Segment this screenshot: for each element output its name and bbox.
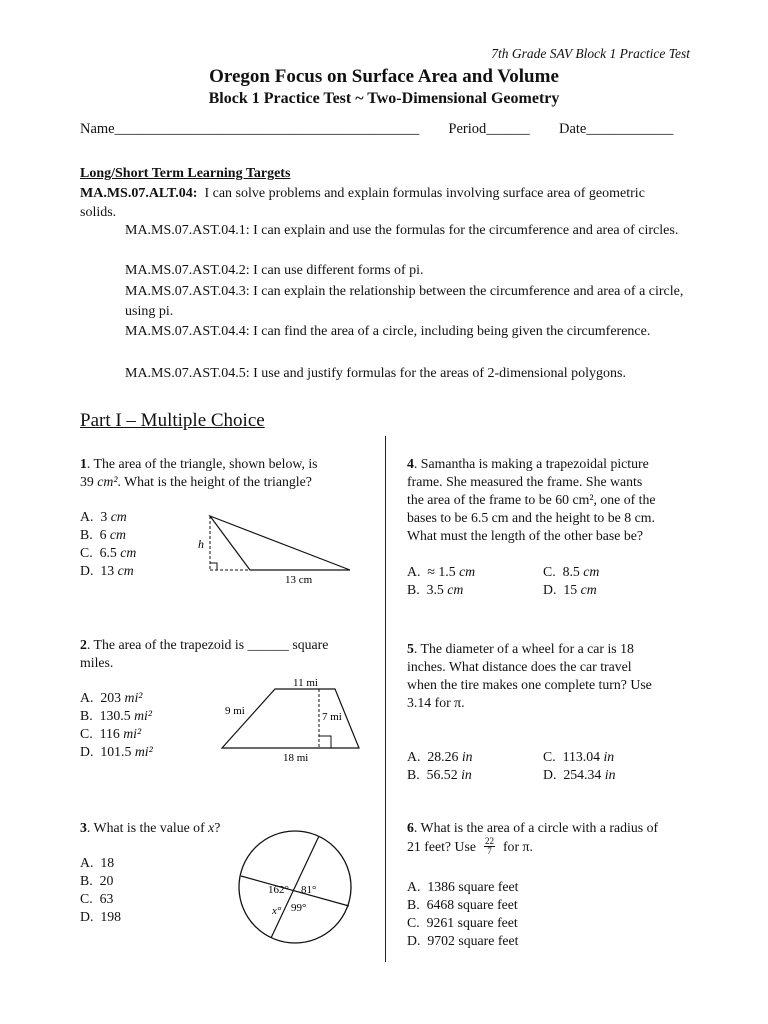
q2-option-d[interactable]: D. 101.5 mi² — [80, 744, 153, 759]
q3-option-d[interactable]: D. 198 — [80, 909, 122, 924]
q2-option-a[interactable]: A. 203 mi² — [80, 690, 143, 705]
q2-text-b: miles. — [80, 655, 114, 670]
student-info-line — [80, 121, 673, 138]
ast-target-1: MA.MS.07.AST.04.1: I can explain and use the formulas for the circumference and area of circles. — [125, 223, 679, 238]
alt-code: MA.MS.07.ALT.04: — [80, 186, 198, 201]
q5-number: 5 — [407, 641, 414, 656]
q6-number: 6 — [407, 820, 414, 835]
q4-option-a[interactable]: A. ≈ 1.5 cm — [407, 564, 476, 579]
question-1 — [80, 455, 375, 491]
q1-option-b[interactable]: B. 6 cm — [80, 527, 127, 542]
q6-text: . What is the area of a circle with a radius of — [413, 820, 659, 835]
triangle-base-label: 13 cm — [285, 574, 313, 586]
q5-line-2: inches. What distance does the car travel — [407, 659, 632, 674]
q5-line-4: 3.14 for π. — [407, 695, 465, 710]
page-subtitle: Block 1 Practice Test ~ Two-Dimensional Geometry — [208, 90, 560, 107]
part-heading: Part I – Multiple Choice — [80, 410, 265, 431]
circle-angles-figure — [238, 830, 358, 950]
alt-text: I can solve problems and explain formulas involving surface area of geometric solids. — [80, 186, 645, 220]
trapezoid-height-label: 7 mi — [322, 711, 342, 723]
q3-var: x — [208, 820, 215, 835]
q1-text: . The area of the triangle, shown below, is — [86, 456, 318, 471]
q4-number: 4 — [407, 456, 414, 471]
ast-target-4: MA.MS.07.AST.04.4: I can find the area of a circle, including being given the circumference. — [125, 324, 651, 339]
angle-99-label: 99° — [291, 902, 307, 914]
question-4 — [407, 455, 707, 545]
q3-option-b[interactable]: B. 20 — [80, 873, 114, 888]
q2-option-b[interactable]: B. 130.5 mi² — [80, 708, 152, 723]
q3-option-c[interactable]: C. 63 — [80, 891, 114, 906]
targets-heading: Long/Short Term Learning Targets — [80, 166, 291, 181]
q1-text-b: 39 — [80, 474, 98, 489]
q4-line-2: frame. She measured the frame. She wants — [407, 474, 643, 489]
trapezoid-bottom-label: 18 mi — [283, 752, 309, 764]
q5-option-d[interactable]: D. 254.34 in — [543, 767, 616, 782]
q1-option-a[interactable]: A. 3 cm — [80, 509, 127, 524]
triangle-figure — [190, 508, 360, 588]
question-6 — [407, 819, 707, 856]
q4-option-d[interactable]: D. 15 cm — [543, 582, 597, 597]
q1-text-c: . What is the height of the triangle? — [117, 474, 312, 489]
q6-fraction: 22 7 — [484, 836, 494, 856]
q5-option-b[interactable]: B. 56.52 in — [407, 767, 472, 782]
q6-options — [407, 878, 519, 950]
q4-line-5: What must the length of the other base be? — [407, 528, 644, 543]
q5-option-a[interactable]: A. 28.26 in — [407, 749, 473, 764]
q4-option-b[interactable]: B. 3.5 cm — [407, 582, 464, 597]
trapezoid-side-label: 9 mi — [225, 705, 245, 717]
q4-line-4: bases to be 6.5 cm and the height to be 8 cm. — [407, 510, 655, 525]
q2-options — [80, 689, 153, 761]
angle-81-label: 81° — [301, 884, 317, 896]
q4-line-1: . Samantha is making a trapezoidal picture — [413, 456, 649, 471]
q4-option-c[interactable]: C. 8.5 cm — [543, 564, 600, 579]
q3-text: . What is the value of — [86, 820, 209, 835]
q6-option-b[interactable]: B. 6468 square feet — [407, 897, 518, 912]
q6-option-c[interactable]: C. 9261 square feet — [407, 915, 518, 930]
q1-number: 1 — [80, 456, 87, 471]
q5-line-3: when the tire makes one complete turn? Use — [407, 677, 652, 692]
q5-line-1: . The diameter of a wheel for a car is 18 — [413, 641, 634, 656]
q1-options — [80, 508, 136, 580]
q1-option-d[interactable]: D. 13 cm — [80, 563, 134, 578]
alt-target — [80, 184, 680, 222]
q6-text-b: 21 feet? Use — [407, 838, 476, 854]
ast-target-2: MA.MS.07.AST.04.2: I can use different forms of pi. — [125, 263, 424, 278]
period-field[interactable]: Period______ — [448, 121, 530, 137]
q1-unit: cm² — [97, 474, 118, 489]
question-2 — [80, 636, 375, 672]
q2-number: 2 — [80, 637, 87, 652]
ast-target-3: MA.MS.07.AST.04.3: I can explain the relationship between the circumference and area of a circle, using pi. — [125, 284, 684, 319]
question-5 — [407, 640, 707, 712]
trapezoid-top-label: 11 mi — [293, 677, 318, 689]
q6-option-d[interactable]: D. 9702 square feet — [407, 933, 519, 948]
triangle-height-label: h — [198, 537, 204, 551]
q3-number: 3 — [80, 820, 87, 835]
q2-option-c[interactable]: C. 116 mi² — [80, 726, 142, 741]
q2-text: . The area of the trapezoid is ______ square — [86, 637, 329, 652]
q4-line-3: the area of the frame to be 60 cm², one of the — [407, 492, 656, 507]
q6-text-c: for π. — [502, 838, 533, 854]
ast-target-5: MA.MS.07.AST.04.5: I use and justify formulas for the areas of 2-dimensional polygons. — [125, 366, 626, 381]
q6-option-a[interactable]: A. 1386 square feet — [407, 879, 519, 894]
q5-option-c[interactable]: C. 113.04 in — [543, 749, 615, 764]
course-header: 7th Grade SAV Block 1 Practice Test — [491, 46, 690, 61]
column-divider — [385, 436, 386, 962]
date-field[interactable]: Date____________ — [558, 121, 674, 137]
q3-option-a[interactable]: A. 18 — [80, 855, 115, 870]
trapezoid-figure — [215, 675, 375, 770]
q3-options — [80, 854, 121, 926]
angle-x-label: x° — [272, 905, 282, 917]
page-title: Oregon Focus on Surface Area and Volume — [209, 66, 559, 87]
question-3: 3. What is the value of x? — [80, 820, 221, 835]
name-field[interactable]: Name__________________________________________ — [80, 121, 420, 137]
angle-162-label: 162° — [268, 884, 289, 896]
q1-option-c[interactable]: C. 6.5 cm — [80, 545, 137, 560]
